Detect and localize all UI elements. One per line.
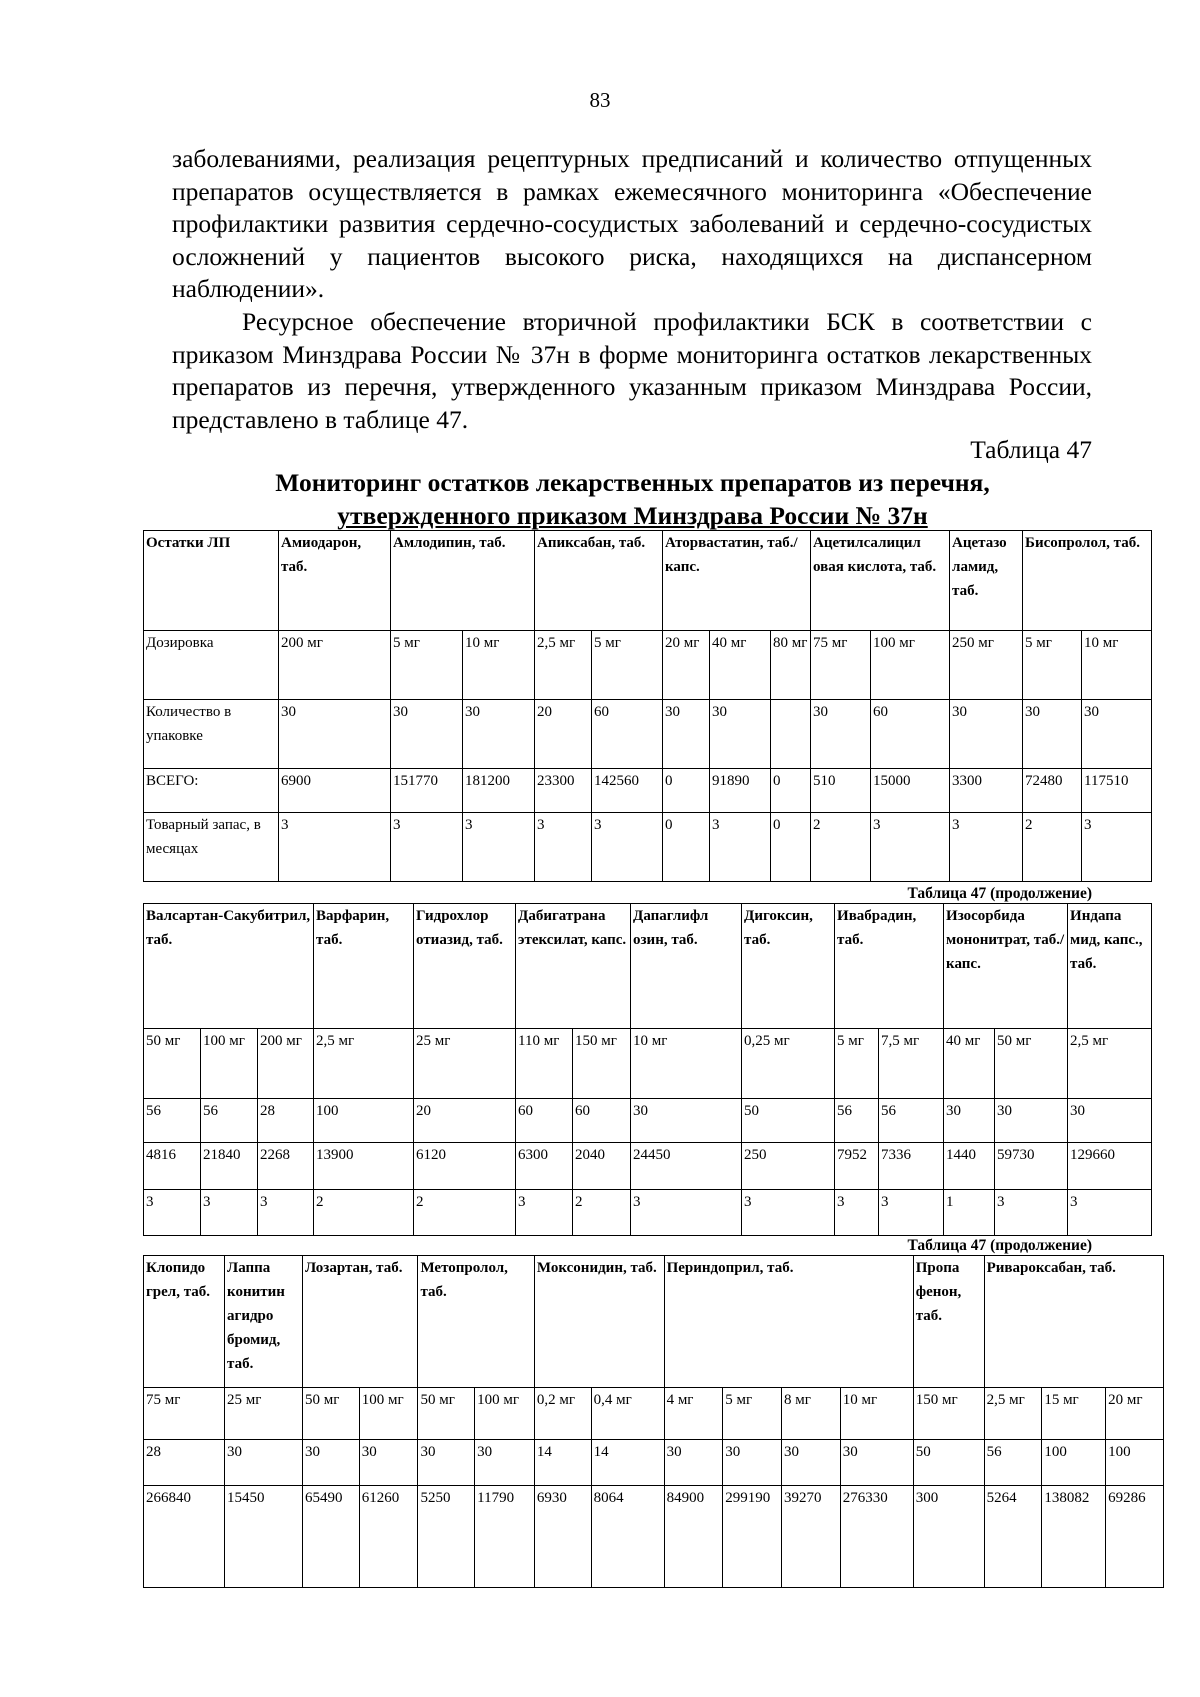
header-cell: Варфарин, таб. [314,904,414,1029]
table-cell: 15450 [225,1486,303,1588]
table-cell: 0,4 мг [591,1388,664,1440]
table-cell: 30 [463,700,535,769]
table-row [144,1388,1164,1440]
header-cell: Апиксабан, таб. [535,531,663,631]
table-cell: Количество в упаковке [144,700,279,769]
table-cell: 10 мг [1082,631,1152,700]
table-cell: 3300 [950,769,1023,813]
table-cell: 30 [995,1099,1068,1143]
table-part-3 [143,1255,1164,1588]
table-cell: 150 мг [913,1388,984,1440]
table-cell: 2,5 мг [984,1388,1042,1440]
continuation-label-1: Таблица 47 (продолжение) [907,885,1092,902]
table-cell: ВСЕГО: [144,769,279,813]
table-cell: 30 [303,1440,360,1486]
table-row [144,631,1152,700]
header-cell: Ацетилсалицил овая кислота, таб. [811,531,950,631]
header-cell: Амиодарон, таб. [279,531,391,631]
table-cell: 5 мг [835,1029,879,1099]
header-cell: Дапаглифл озин, таб. [631,904,742,1029]
header-cell: Дабигатрана этексилат, капс. [516,904,631,1029]
header-cell: Пропа фенон, таб. [913,1256,984,1388]
header-cell: Ивабрадин, таб. [835,904,944,1029]
table-cell: 2,5 мг [314,1029,414,1099]
continuation-label-2: Таблица 47 (продолжение) [907,1237,1092,1254]
table-header-row [144,531,1152,631]
table-cell: 3 [995,1190,1068,1236]
table-title [140,466,1125,532]
table-cell: 0,2 мг [534,1388,591,1440]
table-cell: 30 [279,700,391,769]
table-cell: 30 [1082,700,1152,769]
table-cell: 6120 [414,1143,516,1190]
table-cell: 151770 [391,769,463,813]
table-label: Таблица 47 [970,435,1092,464]
table-cell: 56 [879,1099,944,1143]
table-cell: 56 [984,1440,1042,1486]
header-cell: Остатки ЛП [144,531,279,631]
table-cell: Товарный запас, в месяцах [144,813,279,882]
table-cell: 30 [663,700,710,769]
table-cell: 200 мг [258,1029,314,1099]
page-number: 83 [589,88,611,112]
table-cell: 15000 [871,769,950,813]
table-cell: 50 мг [995,1029,1068,1099]
table-cell: 60 [516,1099,573,1143]
table-cell: 7336 [879,1143,944,1190]
table-cell: 30 [950,700,1023,769]
table-cell: 266840 [144,1486,225,1588]
table-cell: 60 [592,700,663,769]
table-row [144,813,1152,882]
table-cell: 181200 [463,769,535,813]
table-cell: 30 [475,1440,535,1486]
table-title-line-2: утвержденного приказом Минздрава России № 37н [337,501,928,530]
table-cell: 30 [944,1099,995,1143]
table-cell: 60 [871,700,950,769]
header-cell: Валсартан-Сакубитрил, таб. [144,904,314,1029]
table-cell: 3 [1082,813,1152,882]
table-cell: 60 [573,1099,631,1143]
table-cell: 69286 [1106,1486,1164,1588]
table-cell: 80 мг [771,631,811,700]
table-cell: 3 [391,813,463,882]
table-cell: 3 [516,1190,573,1236]
table-row [144,1143,1152,1190]
table-cell: 2268 [258,1143,314,1190]
table-cell: 1440 [944,1143,995,1190]
header-cell: Ривароксабан, таб. [984,1256,1163,1388]
table-cell: 100 мг [201,1029,258,1099]
table-cell: 3 [144,1190,201,1236]
table-cell: 10 мг [840,1388,913,1440]
table-cell: 30 [631,1099,742,1143]
table-cell: 75 мг [811,631,871,700]
table-cell: 5 мг [592,631,663,700]
table-cell: 84900 [664,1486,723,1588]
table-cell: 6930 [534,1486,591,1588]
table-cell: 5 мг [1023,631,1082,700]
table-title-line-1: Мониторинг остатков лекарственных препаратов из перечня, [275,468,990,497]
table-cell: 30 [782,1440,841,1486]
table-row [144,1486,1164,1588]
table-cell: 50 мг [144,1029,201,1099]
table-cell: 100 мг [871,631,950,700]
table-cell: 25 мг [414,1029,516,1099]
table-cell: 1 [944,1190,995,1236]
table-cell: 0 [663,769,710,813]
table-cell [771,700,811,769]
table-cell: 3 [535,813,592,882]
table-cell: 59730 [995,1143,1068,1190]
paragraph-2: Ресурсное обеспечение вторичной профилактики БСК в соответствии с приказом Минздрава России № 37н в форме мониторинга остатков лекарственных препаратов из перечня, утвержденного указанным приказом Минздрава России, представлено в таблице 47. [172,307,1092,434]
table-cell: 2,5 мг [1068,1029,1152,1099]
table-cell: 4816 [144,1143,201,1190]
table-cell: 8 мг [782,1388,841,1440]
header-cell: Моксонидин, таб. [534,1256,664,1388]
table-cell: Дозировка [144,631,279,700]
header-cell: Периндоприл, таб. [664,1256,913,1388]
table-cell: 3 [631,1190,742,1236]
table-cell: 3 [879,1190,944,1236]
header-cell: Ацетазо ламид, таб. [950,531,1023,631]
header-cell: Амлодипин, таб. [391,531,535,631]
table-cell: 20 мг [1106,1388,1164,1440]
table-cell: 2 [811,813,871,882]
table-cell: 56 [144,1099,201,1143]
table-row [144,1099,1152,1143]
table-row [144,1190,1152,1236]
table-cell: 3 [742,1190,835,1236]
table-cell: 250 [742,1143,835,1190]
table-cell: 2 [314,1190,414,1236]
table-cell: 15 мг [1042,1388,1106,1440]
table-cell: 150 мг [573,1029,631,1099]
paragraph-1: заболеваниями, реализация рецептурных предписаний и количество отпущенных препаратов осуществляется в рамках ежемесячного мониторинга «Обеспечение профилактики развития сердечно-сосудистых заболеваний и сердечно-сосудистых осложнений у пациентов высокого риска, находящихся на диспансерном наблюдении». [172,144,1092,303]
table-cell: 10 мг [631,1029,742,1099]
header-cell: Лозартан, таб. [303,1256,418,1388]
table-cell: 100 мг [359,1388,418,1440]
table-header-row [144,904,1152,1029]
table-cell: 39270 [782,1486,841,1588]
table-cell: 2040 [573,1143,631,1190]
table-cell: 20 мг [663,631,710,700]
table-cell: 91890 [710,769,771,813]
table-cell: 3 [258,1190,314,1236]
table-cell: 3 [279,813,391,882]
table-cell: 5 мг [391,631,463,700]
table-cell: 142560 [592,769,663,813]
table-cell: 14 [534,1440,591,1486]
table-cell: 8064 [591,1486,664,1588]
table-cell: 56 [835,1099,879,1143]
table-cell: 11790 [475,1486,535,1588]
table-cell: 40 мг [944,1029,995,1099]
table-cell: 23300 [535,769,592,813]
table-header-row [144,1256,1164,1388]
table-cell: 21840 [201,1143,258,1190]
table-row [144,1440,1164,1486]
table-cell: 2 [573,1190,631,1236]
table-cell: 20 [414,1099,516,1143]
table-cell: 300 [913,1486,984,1588]
table-cell: 100 [314,1099,414,1143]
table-cell: 30 [723,1440,782,1486]
table-part-2 [143,903,1152,1236]
header-cell: Дигоксин, таб. [742,904,835,1029]
table-cell: 25 мг [225,1388,303,1440]
table-cell: 0 [771,769,811,813]
table-cell: 7952 [835,1143,879,1190]
table-cell: 56 [201,1099,258,1143]
header-cell: Гидрохлор отиазид, таб. [414,904,516,1029]
table-cell: 0 [663,813,710,882]
table-cell: 30 [225,1440,303,1486]
table-cell: 117510 [1082,769,1152,813]
table-cell: 50 [742,1099,835,1143]
table-cell: 40 мг [710,631,771,700]
table-row [144,769,1152,813]
table-cell: 3 [201,1190,258,1236]
table-cell: 2 [1023,813,1082,882]
table-cell: 30 [664,1440,723,1486]
table-cell: 200 мг [279,631,391,700]
table-cell: 28 [144,1440,225,1486]
table-cell: 3 [592,813,663,882]
table-cell: 3 [871,813,950,882]
header-cell: Клопидо грел, таб. [144,1256,225,1388]
table-cell: 50 [913,1440,984,1486]
table-cell: 138082 [1042,1486,1106,1588]
table-cell: 250 мг [950,631,1023,700]
table-cell: 50 мг [303,1388,360,1440]
table-cell: 100 мг [475,1388,535,1440]
table-cell: 276330 [840,1486,913,1588]
table-cell: 30 [840,1440,913,1486]
table-cell: 20 [535,700,592,769]
table-cell: 3 [463,813,535,882]
table-cell: 100 [1042,1440,1106,1486]
table-cell: 5264 [984,1486,1042,1588]
table-cell: 72480 [1023,769,1082,813]
table-cell: 3 [710,813,771,882]
table-cell: 5 мг [723,1388,782,1440]
table-cell: 6300 [516,1143,573,1190]
table-cell: 4 мг [664,1388,723,1440]
table-cell: 100 [1106,1440,1164,1486]
header-cell: Бисопролол, таб. [1023,531,1152,631]
header-cell: Аторвастатин, таб./капс. [663,531,811,631]
table-cell: 510 [811,769,871,813]
table-cell: 299190 [723,1486,782,1588]
table-cell: 30 [1023,700,1082,769]
table-cell: 30 [359,1440,418,1486]
table-cell: 75 мг [144,1388,225,1440]
header-cell: Изосорбида мононитрат, таб./капс. [944,904,1068,1029]
table-cell: 6900 [279,769,391,813]
table-cell: 3 [1068,1190,1152,1236]
table-cell: 3 [835,1190,879,1236]
table-cell: 0,25 мг [742,1029,835,1099]
table-cell: 30 [391,700,463,769]
header-cell: Индапа мид, капс., таб. [1068,904,1152,1029]
header-cell: Лаппа конитин агидро бромид, таб. [225,1256,303,1388]
table-cell: 61260 [359,1486,418,1588]
table-cell: 24450 [631,1143,742,1190]
table-cell: 3 [950,813,1023,882]
table-cell: 30 [811,700,871,769]
table-cell: 110 мг [516,1029,573,1099]
table-part-1 [143,530,1152,882]
table-row [144,700,1152,769]
table-cell: 0 [771,813,811,882]
header-cell: Метопролол, таб. [418,1256,534,1388]
table-cell: 30 [1068,1099,1152,1143]
table-cell: 14 [591,1440,664,1486]
table-cell: 28 [258,1099,314,1143]
table-cell: 65490 [303,1486,360,1588]
table-cell: 7,5 мг [879,1029,944,1099]
table-cell: 2,5 мг [535,631,592,700]
table-cell: 30 [710,700,771,769]
table-cell: 129660 [1068,1143,1152,1190]
table-cell: 13900 [314,1143,414,1190]
table-cell: 10 мг [463,631,535,700]
table-cell: 5250 [418,1486,475,1588]
table-cell: 2 [414,1190,516,1236]
table-row [144,1029,1152,1099]
table-cell: 50 мг [418,1388,475,1440]
table-cell: 30 [418,1440,475,1486]
